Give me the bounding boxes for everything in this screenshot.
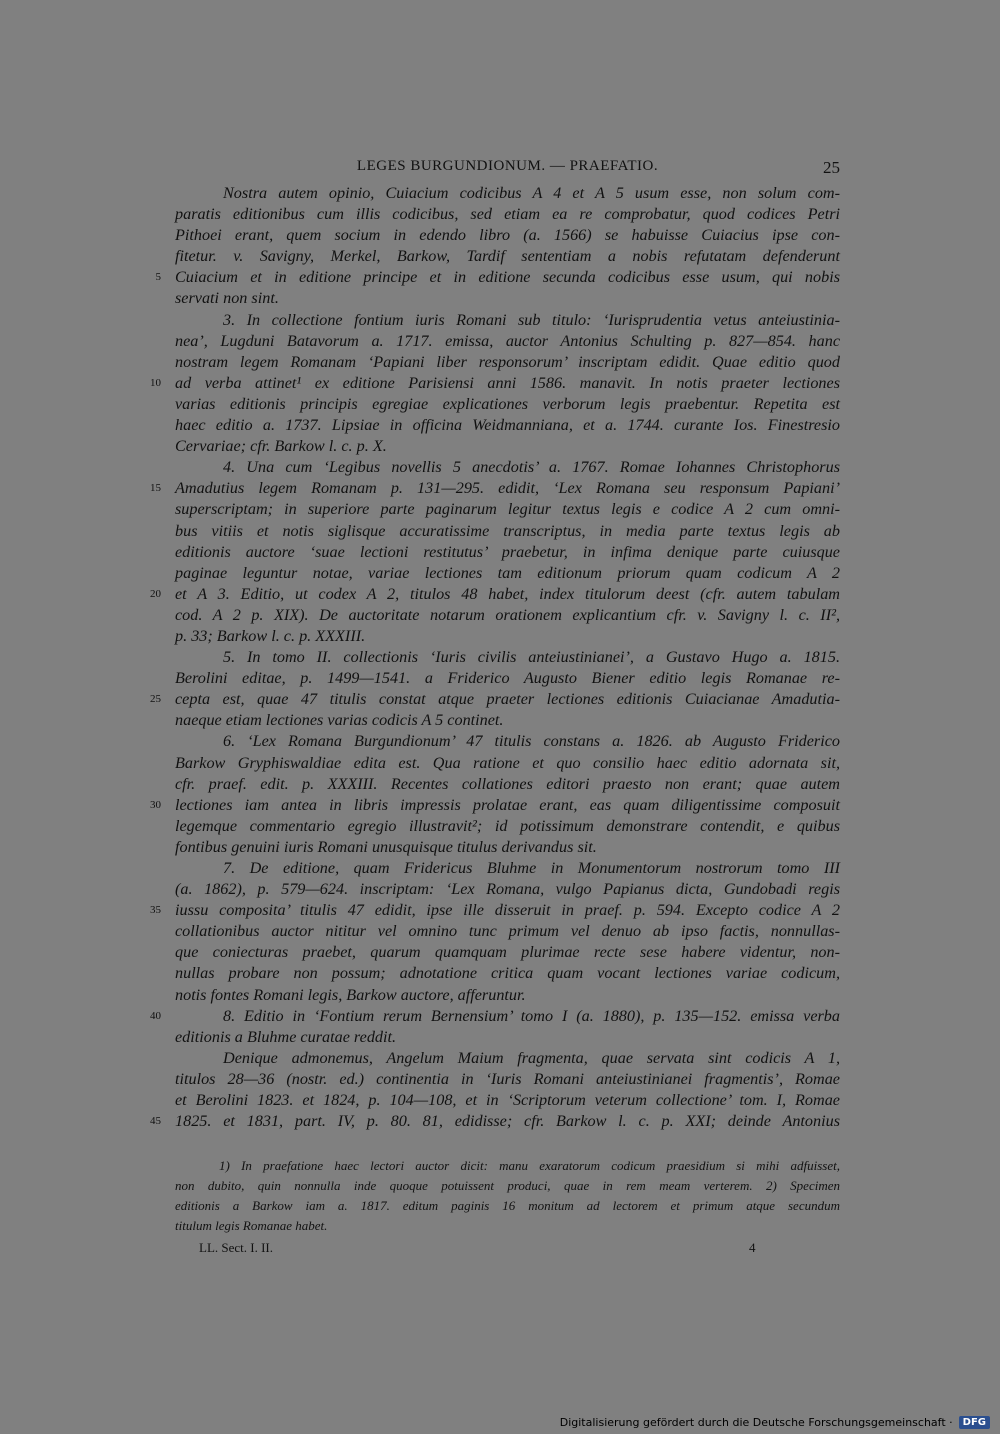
line-number: 5 [155,271,161,284]
text-line [175,753,840,774]
line-text: et Berolini 1823. et 1824, p. 104—108, et in ‘Scriptorum veterum collectione’ tom. I, Romae [175,1091,840,1110]
line-number: 10 [150,376,161,389]
dfg-logo-icon: DFG [959,1416,990,1429]
footnote-text: editionis a Barkow iam a. 1817. editum paginis 16 monitum ad lectorem et primum atque secundum [175,1198,840,1213]
line-text: fontibus genuini iuris Romani unusquisque titulus derivandus sit. [175,837,597,856]
sheet-signature: LL. Sect. I. II. [199,1240,274,1255]
footnotes [175,1156,840,1236]
text-line [175,837,840,858]
main-text [150,183,840,1132]
line-text: Cervariae; cfr. Barkow l. c. p. X. [175,437,387,456]
running-header [175,158,840,180]
line-text: Denique admonemus, Angelum Maium fragmenta, quae servata sint codicis A 1, [223,1048,840,1067]
text-line [150,900,840,921]
text-line [175,457,840,478]
text-line [175,563,840,584]
line-text: que coniecturas praebet, quarum quamquam plurimae recte sese habere videntur, non- [175,943,840,962]
footnote-text: non dubito, quin nonnulla inde quoque potuissent produci, quae in rem meam verterem. 2) Specimen [175,1178,840,1193]
line-text: paginae leguntur notae, variae lectiones tam editionum priorum quam codicum A 2 [175,563,840,582]
line-text: 7. De editione, quam Fridericus Bluhme in Monumentorum nostrorum tomo III [223,859,840,877]
line-number: 25 [150,693,161,706]
line-text: cod. A 2 p. XIX). De auctoritate notarum orationem explicantium cfr. v. Savigny l. c. II², [175,605,840,624]
text-line [175,183,840,204]
line-text: legemque commentario egregio illustravit²; id potissimum demonstrare contendit, e quibus [175,816,840,835]
line-text: nullas probare non possum; adnotatione critica quam vocant lectiones variae codicum, [175,964,840,983]
text-line [175,436,840,457]
text-line [175,352,840,373]
footnote-text: titulum legis Romanae habet. [175,1218,328,1233]
text-line [175,921,840,942]
text-line [175,1048,840,1069]
text-line [175,246,840,267]
line-text: Berolini editae, p. 1499—1541. a Friderico Augusto Biener editio legis Romanae re- [175,669,840,688]
line-number: 30 [150,798,161,811]
line-number: 45 [150,1115,161,1128]
line-text: superscriptam; in superiore parte paginarum legitur textus legis e codice A 2 cum omni- [175,500,840,519]
line-text: Nostra autem opinio, Cuiacium codicibus A 4 et A 5 usum esse, non solum com- [223,184,840,202]
sheet-number: 4 [749,1240,756,1255]
line-text: iussu composita’ titulis 47 edidit, ipse ille disseruit in praef. p. 594. Excepto codice A 2 [175,901,840,920]
line-number: 40 [150,1009,161,1022]
line-text: editionis auctore ‘suae lectioni restitutus’ praebetur, in infima denique parte cuiusque [175,542,840,561]
text-line [175,774,840,795]
text-line [150,1006,840,1027]
text-line [175,710,840,731]
text-line [175,204,840,225]
line-text: p. 33; Barkow l. c. p. XXXIII. [175,626,366,645]
line-number: 15 [150,482,161,495]
line-number: 20 [150,587,161,600]
line-text: 3. In collectione fontium iuris Romani sub titulo: ‘Iurisprudentia vetus anteiustinia- [223,310,840,329]
text-line [150,373,840,394]
funding-credit [560,1414,990,1430]
text-line [175,521,840,542]
line-text: 5. In tomo II. collectionis ‘Iuris civilis anteiustinianei’, a Gustavo Hugo a. 1815. [223,648,840,667]
line-text: (a. 1862), p. 579—624. inscriptam: ‘Lex Romana, vulgo Papianus dicta, Gundobadi regis [175,880,840,899]
text-line [175,225,840,246]
line-text: Pithoei erant, quem socium in edendo libro (a. 1566) se habuisse Cuiacius ipse con- [175,226,840,245]
text-line [175,1090,840,1111]
text-line [175,963,840,984]
text-line [175,668,840,689]
text-line [175,542,840,563]
line-text: collationibus auctor nititur vel omnino tunc primum vel denuo ab ipso factis, nonnullas- [175,922,840,941]
text-line [175,331,840,352]
footnote-line [175,1196,840,1216]
line-text: notis fontes Romani legis, Barkow auctore, afferuntur. [175,985,526,1004]
line-text: nostram legem Romanam ‘Papiani liber responsorum’ inscriptam edidit. Quae editio quod [175,352,840,371]
text-line [175,605,840,626]
text-line [175,499,840,520]
text-line [175,985,840,1006]
line-text: cfr. praef. edit. p. XXXIII. Recentes collationes editori praesto non erant; quae autem [175,774,840,793]
line-text: paratis editionibus cum illis codicibus, sed etiam ea re comprobatur, quod codices Petri [175,205,840,224]
line-text: 4. Una cum ‘Legibus novellis 5 anecdotis’ a. 1767. Romae Iohannes Christophorus [223,458,840,477]
text-line [175,858,840,879]
line-text: fitetur. v. Savigny, Merkel, Barkow, Tardif sententiam a nobis refutatam defenderunt [175,247,840,266]
text-line [175,310,840,331]
text-line [175,626,840,647]
text-line [150,1111,840,1132]
line-text: cepta est, quae 47 titulis constat atque praeter lectiones editionis Cuiacianae Amadutia- [175,690,840,709]
text-line [175,816,840,837]
page-number: 25 [823,158,840,177]
line-text: lectiones iam antea in libris impressis prolatae erant, eas quam diligentissime composuit [175,795,840,814]
text-line [175,879,840,900]
text-line [175,731,840,752]
line-text: 6. ‘Lex Romana Burgundionum’ 47 titulis constans a. 1826. ab Augusto Friderico [223,732,840,751]
line-text: Amadutius legem Romanam p. 131—295. edidit, ‘Lex Romana seu responsum Papiani’ [175,479,840,498]
text-line [175,942,840,963]
line-text: servati non sint. [175,289,279,308]
line-number: 35 [150,904,161,917]
line-text: haec editio a. 1737. Lipsiae in officina Weidmanniana, et a. 1744. curante Ios. Finestresio [175,416,840,435]
footnote-line [175,1216,840,1236]
line-text: Barkow Gryphiswaldiae edita est. Qua ratione et quo consilio haec editio adornata sit, [175,753,840,772]
text-line [175,415,840,436]
text-line [175,647,840,668]
line-text: nea’, Lugduni Batavorum a. 1717. emissa, auctor Antonius Schulting p. 827—854. hanc [175,331,840,350]
text-line [150,584,840,605]
text-line [150,478,840,499]
text-line [155,267,840,288]
text-line [175,1027,840,1048]
line-text: titulos 28—36 (nostr. ed.) continentia in ‘Iuris Romani anteiustinianei fragmentis’, Romae [175,1069,840,1088]
line-text: ad verba attinet¹ ex editione Parisiensi anni 1586. manavit. In notis praeter lectiones [175,373,840,392]
text-line [175,288,840,309]
text-line [150,689,840,710]
line-text: naeque etiam lectiones varias codicis A 5 continet. [175,711,504,730]
credit-text: Digitalisierung gefördert durch die Deutsche Forschungsgemeinschaft · [559,1415,953,1429]
line-text: et A 3. Editio, ut codex A 2, titulos 48 habet, index titulorum deest (cfr. autem tabulam [175,584,840,603]
signature-line [175,1240,840,1260]
line-text: 1825. et 1831, part. IV, p. 80. 81, edidisse; cfr. Barkow l. c. p. XXI; deinde Antonius [175,1112,840,1131]
footnote-line [175,1176,840,1196]
running-title: LEGES BURGUNDIONUM. — PRAEFATIO. [356,158,659,174]
line-text: varias editionis principis egregiae explicationes verborum legis praebentur. Repetita est [175,394,840,413]
text-line [175,394,840,415]
line-text: editionis a Bluhme curatae reddit. [175,1027,397,1046]
footnote-text: 1) In praefatione haec lectori auctor dicit: manu exaratorum codicum praesidium si mihi adfuisset, [219,1158,840,1173]
line-text: Cuiacium et in editione principe et in editione secunda codicibus esse usum, qui nobis [175,268,840,287]
text-line [150,795,840,816]
line-text: bus vitiis et notis siglisque accuratissime transcriptus, in media parte textus legis ab [175,521,840,540]
text-line [175,1069,840,1090]
footnote-line [175,1156,840,1176]
line-text: 8. Editio in ‘Fontium rerum Bernensium’ tomo I (a. 1880), p. 135—152. emissa verba [223,1006,840,1025]
